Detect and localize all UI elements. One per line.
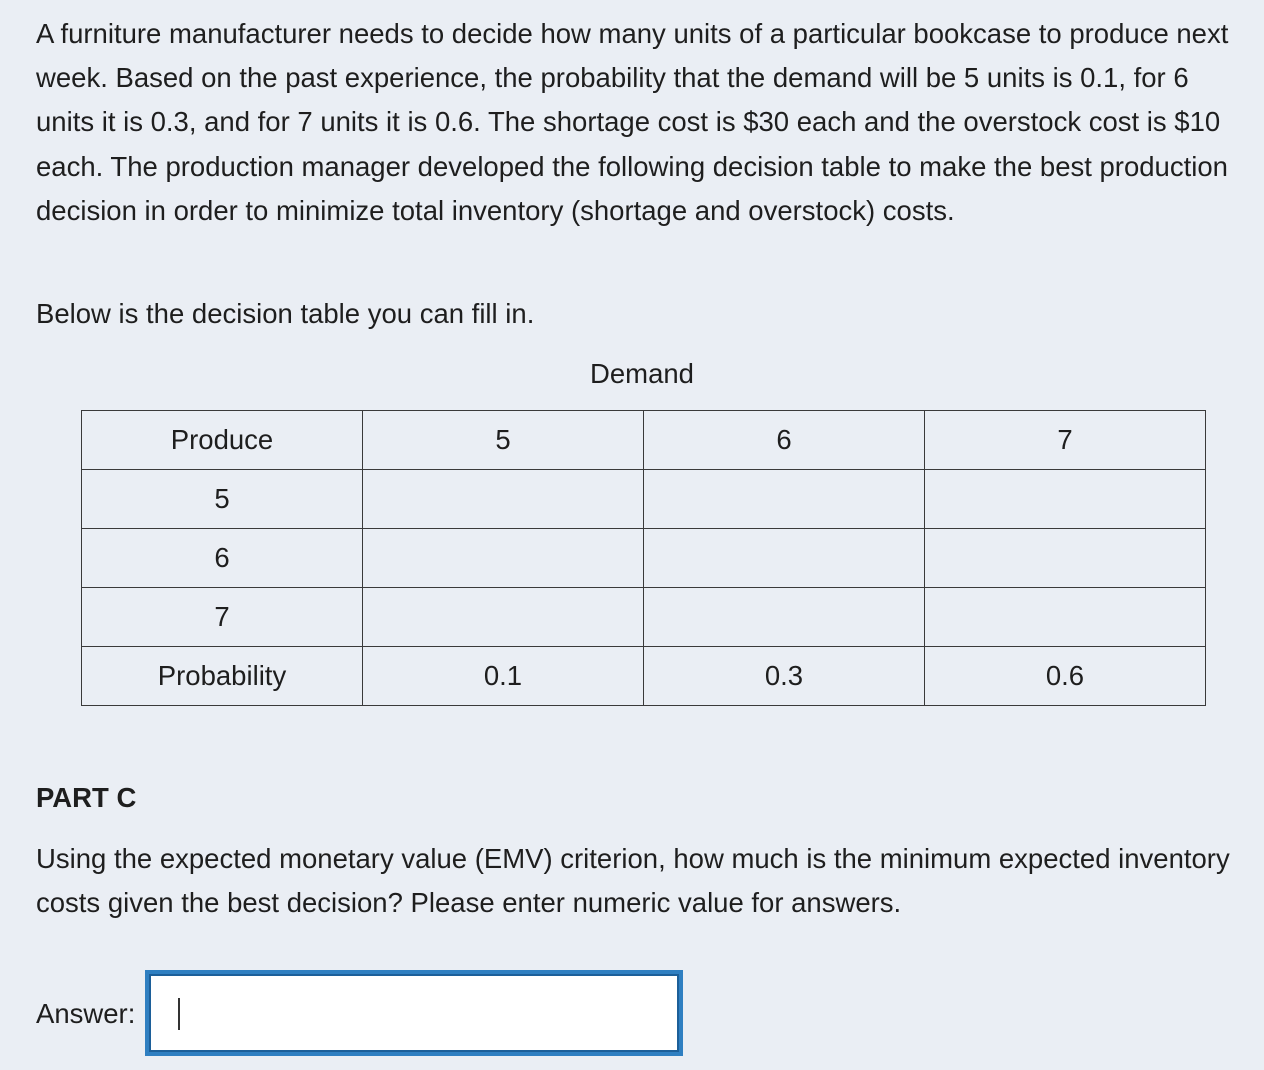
table-cell: [363, 529, 644, 588]
table-cell: [925, 529, 1206, 588]
demand-header: Demand: [590, 358, 694, 389]
table-cell: [925, 588, 1206, 647]
produce-header: Produce: [82, 411, 363, 470]
text-caret: [178, 998, 180, 1030]
table-cell: [644, 588, 925, 647]
part-title: PART C: [36, 782, 137, 813]
table-row: [82, 529, 1206, 588]
demand-5-header: 5: [363, 411, 644, 470]
question-text: Using the expected monetary value (EMV) criterion, how much is the minimum expected inventory costs given the best decision? Please enter numeric value for answers.: [36, 843, 1230, 918]
produce-value: 7: [82, 588, 363, 647]
table-row: [82, 470, 1206, 529]
answer-input[interactable]: [145, 970, 683, 1056]
probability-value: 0.1: [363, 647, 644, 706]
table-header-row: [82, 411, 1206, 470]
table-intro: Below is the decision table you can fill in.: [36, 298, 535, 329]
probability-value: 0.3: [644, 647, 925, 706]
answer-label: Answer:: [36, 998, 136, 1029]
probability-value: 0.6: [925, 647, 1206, 706]
problem-statement: A furniture manufacturer needs to decide how many units of a particular bookcase to produce next week. Based on the past experience, the probability that the demand will be 5 units is 0.1, for 6 units it is 0.3, and for 7 units it is 0.6. The shortage cost is $30 each and the overstock cost is $10 each. The production manager developed the following decision table to make the best production decision in order to minimize total inventory (shortage and overstock) costs.: [36, 18, 1229, 226]
probability-row: [82, 647, 1206, 706]
table-cell: [925, 470, 1206, 529]
table-cell: [363, 588, 644, 647]
produce-value: 6: [82, 529, 363, 588]
table-cell: [644, 470, 925, 529]
probability-label: Probability: [82, 647, 363, 706]
demand-6-header: 6: [644, 411, 925, 470]
demand-7-header: 7: [925, 411, 1206, 470]
table-cell: [644, 529, 925, 588]
table-cell: [363, 470, 644, 529]
produce-value: 5: [82, 470, 363, 529]
table-row: [82, 588, 1206, 647]
decision-table: [81, 410, 1206, 706]
